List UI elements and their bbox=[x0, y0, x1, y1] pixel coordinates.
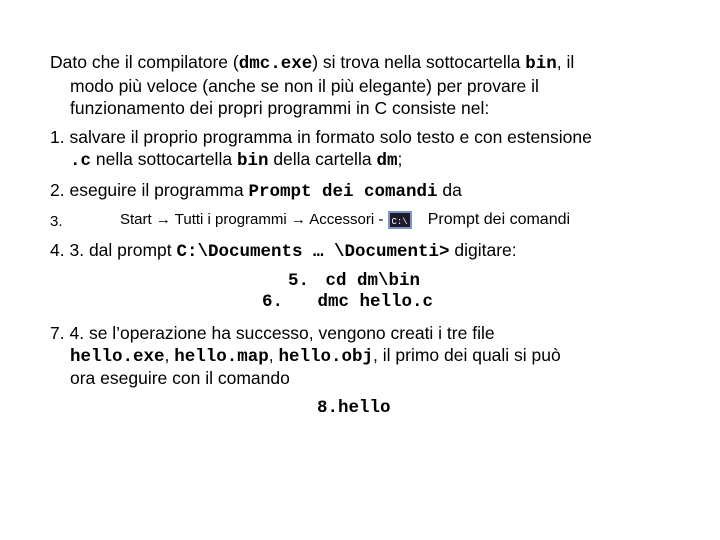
step-4-text-2: digitare: bbox=[449, 240, 517, 260]
step-1-code-bin: bin bbox=[236, 151, 269, 171]
step-1-number: 1. bbox=[50, 127, 65, 147]
step-2-text: eseguire il programma bbox=[69, 180, 249, 200]
step-2-line bbox=[50, 180, 462, 202]
command-6-number: 6. bbox=[262, 292, 284, 312]
final-command: hello bbox=[338, 398, 391, 418]
step-3-line bbox=[120, 210, 570, 230]
step-7-line-2 bbox=[70, 345, 561, 367]
step-1-code-dm: dm bbox=[376, 151, 398, 171]
step-2-code: Prompt dei comandi bbox=[248, 182, 438, 202]
command-5-number: 5. bbox=[288, 271, 310, 291]
sep-1: , bbox=[164, 345, 175, 365]
step-1-code-ext: .c bbox=[70, 151, 92, 171]
step-4-text: dal prompt bbox=[88, 240, 177, 260]
step-7-line-3: ora eseguire con il comando bbox=[70, 368, 290, 388]
command-prompt-label: Prompt dei comandi bbox=[427, 211, 571, 228]
file-hello-exe: hello.exe bbox=[70, 347, 165, 367]
step-1-text-2: nella sottocartella bbox=[91, 149, 237, 169]
step-1-text-4: ; bbox=[397, 149, 403, 169]
intro-line-3: funzionamento dei propri programmi in C consiste nel: bbox=[70, 98, 490, 118]
step-4-number: 4. 3. bbox=[50, 240, 85, 260]
intro-code-bin: bin bbox=[525, 54, 557, 74]
sep-2: , bbox=[268, 345, 279, 365]
step-1-line-1 bbox=[50, 127, 592, 147]
intro-line-1 bbox=[50, 52, 574, 74]
command-6-text: dmc hello.c bbox=[317, 292, 434, 312]
start-menu-path: Start → Tutti i programmi → Accessori - bbox=[120, 211, 384, 228]
step-7-number: 7. 4. bbox=[50, 323, 85, 343]
step-1-line-2 bbox=[70, 149, 402, 171]
step-1-text-3: della cartella bbox=[268, 149, 377, 169]
command-line-6 bbox=[262, 292, 433, 312]
step-1-text: salvare il proprio programma in formato solo testo e con estensione bbox=[69, 127, 592, 147]
intro-text-1: Dato che il compilatore ( bbox=[50, 52, 239, 72]
intro-text-2: ) si trova nella sottocartella bbox=[312, 52, 526, 72]
command-prompt-icon: C:\ bbox=[388, 211, 412, 229]
file-hello-obj: hello.obj bbox=[278, 347, 374, 367]
step-7-text: se l’operazione ha successo, vengono creati i tre file bbox=[88, 323, 495, 343]
intro-code-dmc: dmc.exe bbox=[238, 54, 313, 74]
final-number: 8. bbox=[317, 398, 339, 418]
step-2-text-2: da bbox=[437, 180, 462, 200]
final-command-line bbox=[317, 398, 391, 418]
command-5-text: cd dm\bin bbox=[325, 271, 421, 291]
intro-line-2: modo più veloce (anche se non il più elegante) per provare il bbox=[70, 76, 539, 96]
command-line-5 bbox=[288, 271, 420, 291]
intro-text-3: , il bbox=[556, 52, 575, 72]
step-3-number: 3. bbox=[50, 213, 63, 230]
step-7-text-2: , il primo dei quali si può bbox=[373, 345, 561, 365]
file-hello-map: hello.map bbox=[174, 347, 269, 367]
step-4-line bbox=[50, 240, 517, 262]
step-7-line-1 bbox=[50, 323, 495, 343]
step-4-code-path: C:\Documents … \Documenti> bbox=[176, 242, 450, 262]
step-2-number: 2. bbox=[50, 180, 65, 200]
